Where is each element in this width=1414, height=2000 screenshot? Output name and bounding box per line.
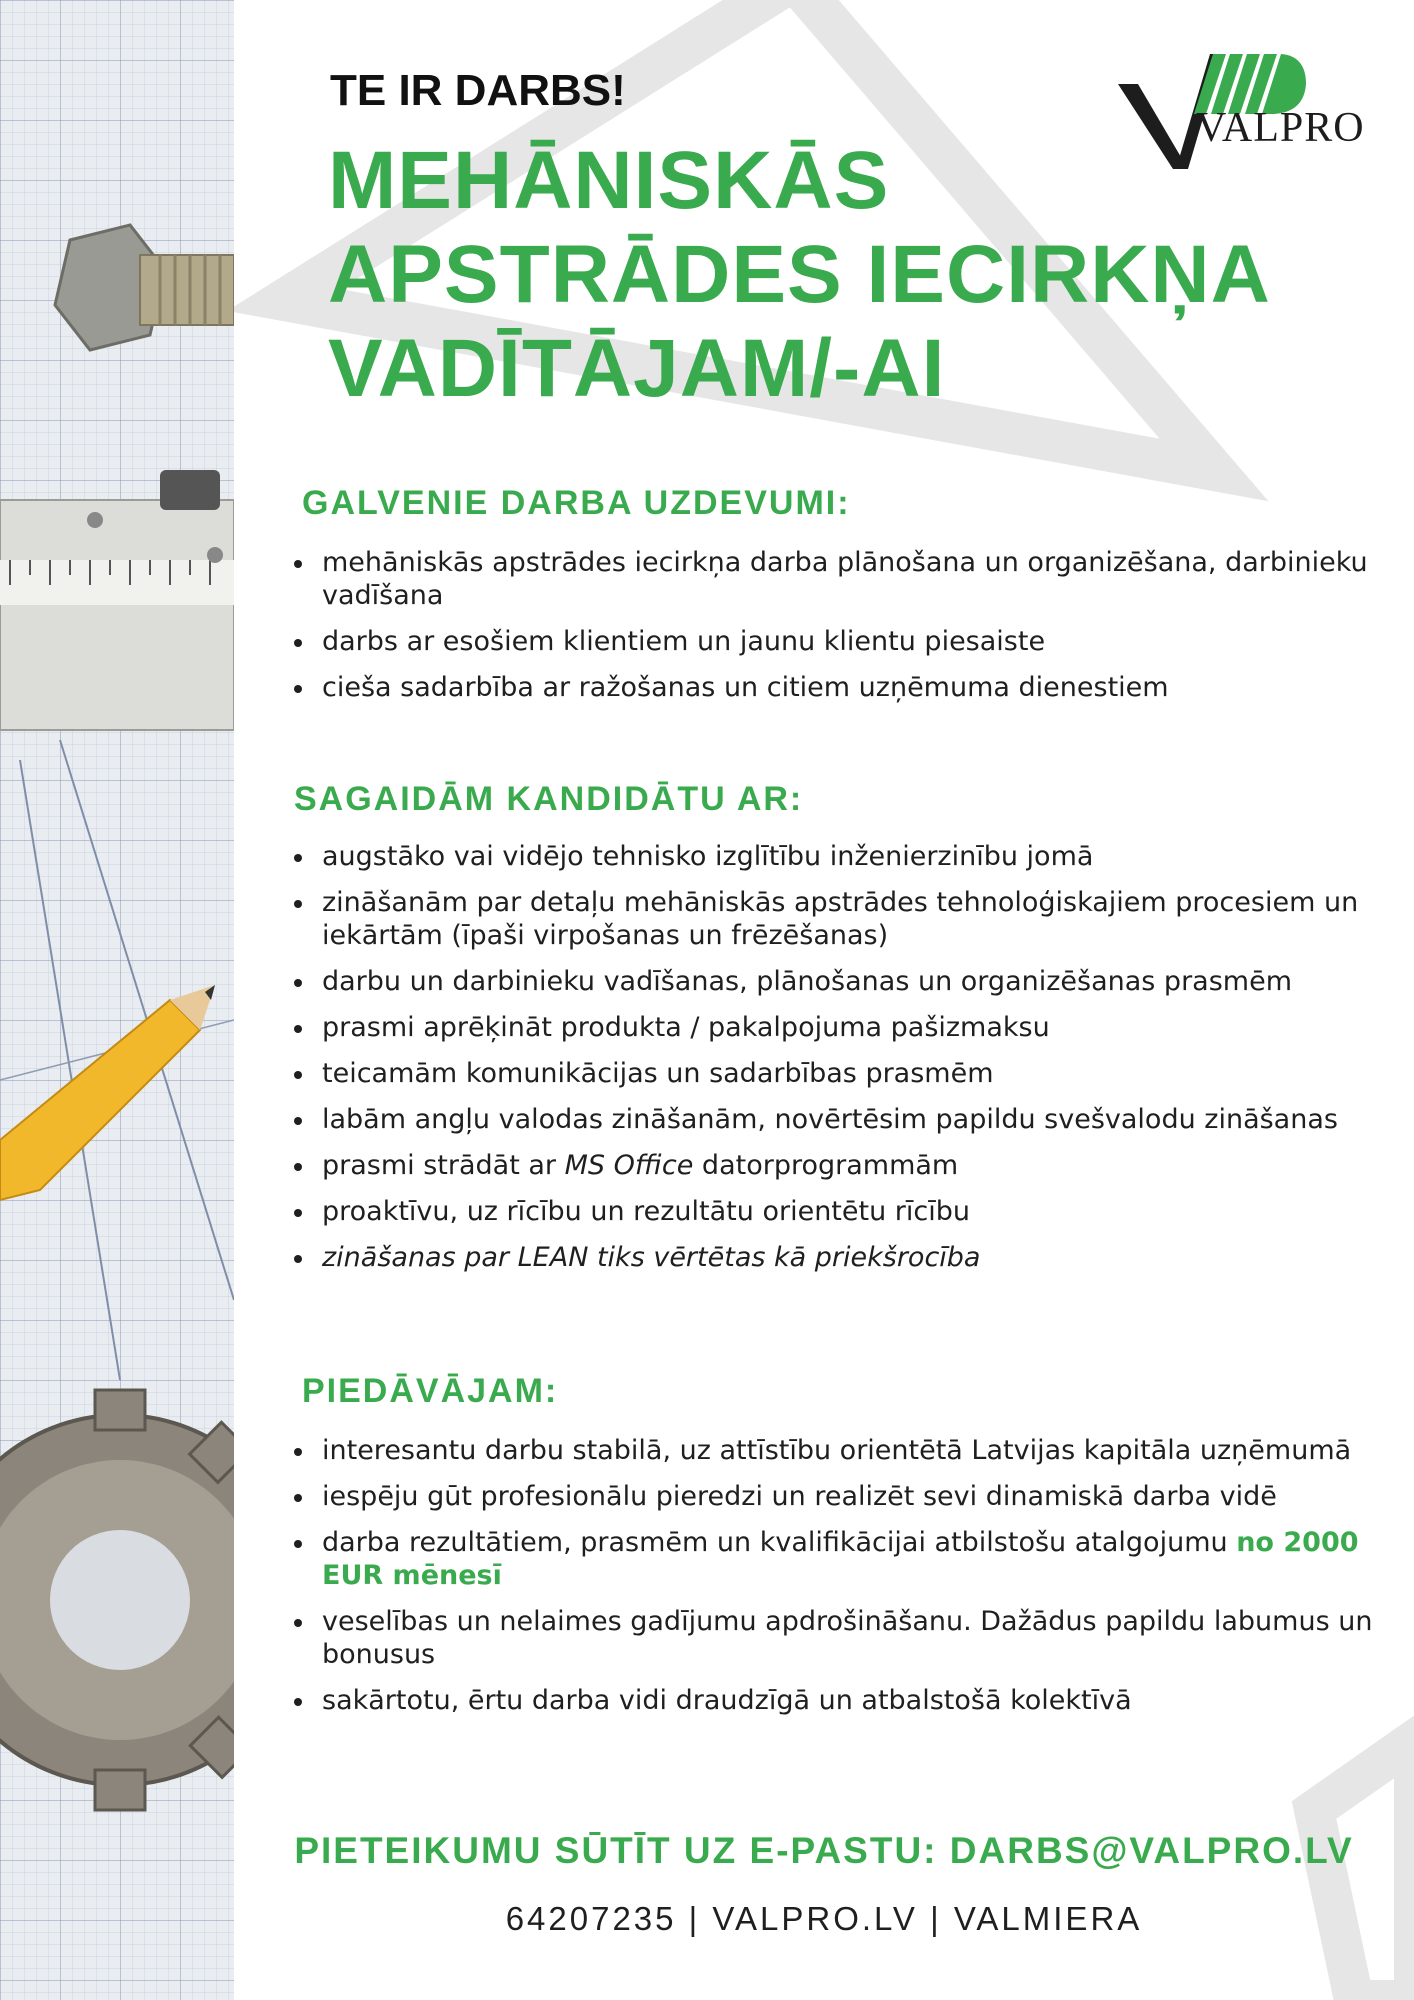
list-item: zināšanas par LEAN tiks vērtētas kā priekšrocība bbox=[292, 1241, 1382, 1274]
list-item: veselības un nelaimes gadījumu apdrošināšanu. Dažādus papildu labumus un bonusus bbox=[292, 1605, 1382, 1671]
list-item: prasmi aprēķināt produkta / pakalpojuma pašizmaksu bbox=[292, 1011, 1382, 1044]
list-item: labām angļu valodas zināšanām, novērtēsim papildu svešvalodu zināšanas bbox=[292, 1103, 1382, 1136]
list-item: teicamām komunikācijas un sadarbības prasmēm bbox=[292, 1057, 1382, 1090]
ms-office-before: prasmi strādāt ar bbox=[322, 1150, 565, 1181]
list-item: sakārtotu, ērtu darba vidi draudzīgā un atbalstošā kolektīvā bbox=[292, 1684, 1382, 1717]
apply-email: PIETEIKUMU SŪTĪT UZ E-PASTU: DARBS@VALPRO.LV bbox=[294, 1830, 1354, 1871]
ms-office-name: MS Office bbox=[564, 1150, 694, 1181]
tasks-list bbox=[292, 546, 1382, 717]
job-title-line: VADĪTĀJAM/-AI bbox=[328, 323, 946, 414]
salary-highlight: no 2000 EUR mēnesī bbox=[322, 1527, 1359, 1591]
list-item bbox=[292, 1149, 1382, 1182]
list-item: mehāniskās apstrādes iecirkņa darba plānošana un organizēšana, darbinieku vadīšana bbox=[292, 546, 1382, 612]
list-item: interesantu darbu stabilā, uz attīstību orientētā Latvijas kapitāla uzņēmumā bbox=[292, 1434, 1382, 1467]
list-item: augstāko vai vidējo tehnisko izglītību inženierzinību jomā bbox=[292, 840, 1382, 873]
list-item bbox=[292, 1526, 1382, 1592]
list-item: cieša sadarbība ar ražošanas un citiem uzņēmuma dienestiem bbox=[292, 671, 1382, 704]
logo-text: VALPRO bbox=[1196, 105, 1365, 151]
list-item: zināšanām par detaļu mehāniskās apstrādes tehnoloģiskajiem procesiem un iekārtām (īpaši virpošanas un frēzēšanas) bbox=[292, 886, 1382, 952]
eyebrow-text: TE IR DARBS! bbox=[330, 66, 626, 115]
job-title-line: MEHĀNISKĀS bbox=[328, 135, 890, 226]
list-item: iespēju gūt profesionālu pieredzi un realizēt sevi dinamiskā darba vidē bbox=[292, 1480, 1382, 1513]
offer-heading: PIEDĀVĀJAM: bbox=[302, 1372, 559, 1410]
offer-list bbox=[292, 1434, 1382, 1730]
contact-line: 64207235 | VALPRO.LV | VALMIERA bbox=[505, 1900, 1143, 1937]
job-title bbox=[328, 134, 1271, 416]
job-title-line: APSTRĀDES IECIRKŅA bbox=[328, 229, 1271, 320]
requirements-list bbox=[292, 840, 1382, 1287]
ms-office-after: datorprogrammām bbox=[693, 1150, 959, 1181]
requirements-heading: SAGAIDĀM KANDIDĀTU AR: bbox=[294, 780, 804, 818]
list-item: proaktīvu, uz rīcību un rezultātu orientētu rīcību bbox=[292, 1195, 1382, 1228]
salary-text: darba rezultātiem, prasmēm un kvalifikācijai atbilstošu atalgojumu bbox=[322, 1527, 1237, 1558]
list-item: darbs ar esošiem klientiem un jaunu klientu piesaiste bbox=[292, 625, 1382, 658]
tasks-heading: GALVENIE DARBA UZDEVUMI: bbox=[302, 484, 851, 522]
list-item: darbu un darbinieku vadīšanas, plānošanas un organizēšanas prasmēm bbox=[292, 965, 1382, 998]
